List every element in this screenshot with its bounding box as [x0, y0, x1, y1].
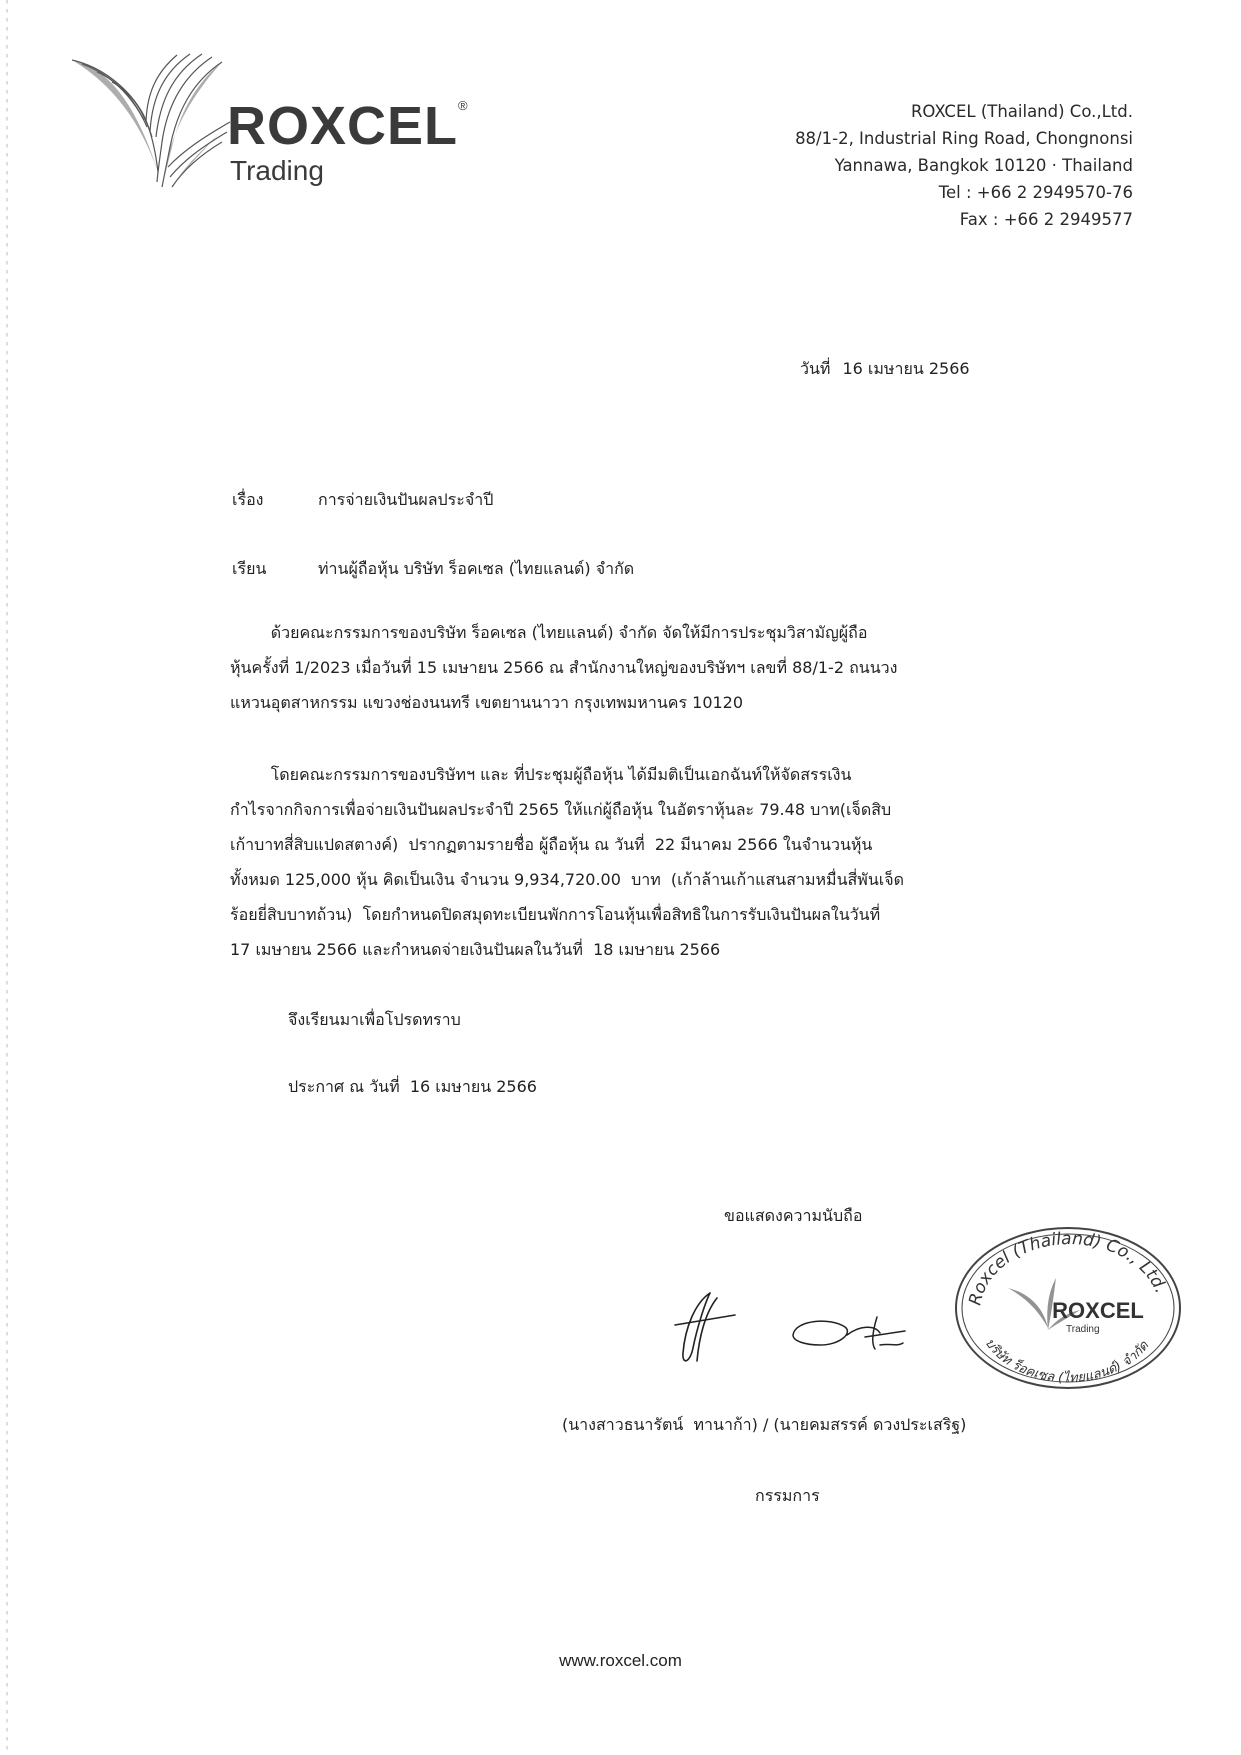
announcement-date: ประกาศ ณ วันที่ 16 เมษายน 2566 [288, 1077, 537, 1096]
wing-logo-icon [72, 52, 232, 192]
paragraph-line: แหวนอุตสาหกรรม แขวงช่องนนทรี เขตยานนาวา กรุงเทพมหานคร 10120 [230, 693, 744, 712]
address-line: ROXCEL (Thailand) Co.,Ltd. [910, 102, 1133, 121]
svg-text:Roxcel (Thailand) Co., Ltd.: Roxcel (Thailand) Co., Ltd. [965, 1229, 1171, 1308]
paragraph-line: 17 เมษายน 2566 และกำหนดจ่ายเงินปันผลในวันที่ 18 เมษายน 2566 [230, 940, 721, 959]
regards-line: ขอแสดงความนับถือ [724, 1206, 863, 1225]
date-label: วันที่ [800, 359, 831, 378]
closing-line: จึงเรียนมาเพื่อโปรดทราบ [288, 1010, 461, 1029]
paragraph-line: ด้วยคณะกรรมการของบริษัท ร็อคเซล (ไทยแลนด์) จำกัด จัดให้มีการประชุมวิสามัญผู้ถือ [230, 623, 868, 642]
svg-text:บริษัท ร็อคเซล (ไทยแลนด์) จำกั: บริษัท ร็อคเซล (ไทยแลนด์) จำกัด [981, 1335, 1153, 1387]
signature-1 [655, 1283, 745, 1368]
signatory-names: (นางสาวธนารัตน์ ทานาก้า) / (นายคมสรรค์ ดวงประเสริฐ) [562, 1415, 967, 1434]
company-address [795, 98, 1133, 233]
recipient-text: ท่านผู้ถือหุ้น บริษัท ร็อคเซล (ไทยแลนด์) จำกัด [318, 559, 635, 578]
address-line: 88/1-2, Industrial Ring Road, Chongnonsi [795, 129, 1133, 148]
subject-label: เรื่อง [232, 490, 264, 509]
address-line: Tel : +66 2 2949570-76 [938, 183, 1133, 202]
letter-date [800, 357, 970, 382]
paragraph-line: โดยคณะกรรมการของบริษัทฯ และ ที่ประชุมผู้ถือหุ้น ได้มีมติเป็นเอกฉันท์ให้จัดสรรเงิน [230, 765, 852, 784]
signatory-position: กรรมการ [755, 1486, 820, 1505]
website-footer: www.roxcel.com [559, 1651, 682, 1670]
logo-subtitle: Trading [230, 155, 324, 186]
subject-text: การจ่ายเงินปันผลประจำปี [318, 490, 494, 509]
date-value: 16 เมษายน 2566 [842, 359, 970, 378]
address-line: Yannawa, Bangkok 10120 · Thailand [834, 156, 1133, 175]
paragraph-line: ร้อยยี่สิบบาทถ้วน) โดยกำหนดปิดสมุดทะเบียนพักการโอนหุ้นเพื่อสิทธิในการรับเงินปันผลในวันที่ [230, 905, 881, 924]
paragraph-line: ทั้งหมด 125,000 หุ้น คิดเป็นเงิน จำนวน 9,934,720.00 บาท (เก้าล้านเก้าแสนสามหมื่นสี่พันเจ็ด [230, 870, 904, 889]
svg-text:ROXCEL: ROXCEL [1052, 1298, 1144, 1323]
logo-brand: ROXCEL® [227, 96, 469, 156]
company-stamp [948, 1218, 1188, 1393]
svg-text:Trading: Trading [1066, 1324, 1100, 1335]
address-line: Fax : +66 2 2949577 [959, 210, 1133, 229]
paragraph-line: หุ้นครั้งที่ 1/2023 เมื่อวันที่ 15 เมษายน 2566 ณ สำนักงานใหญ่ของบริษัทฯ เลขที่ 88/1-2 ถนนวง [230, 658, 898, 677]
scan-edge [6, 0, 8, 1755]
company-logo [72, 52, 472, 212]
signature-2 [785, 1305, 915, 1360]
paragraph-meeting [230, 615, 1015, 720]
paragraph-line: กำไรจากกิจการเพื่อจ่ายเงินปันผลประจำปี 2565 ให้แก่ผู้ถือหุ้น ในอัตราหุ้นละ 79.48 บาท(เจ็ดสิบ [230, 800, 892, 819]
recipient-label: เรียน [232, 559, 267, 578]
paragraph-dividend [230, 757, 1015, 967]
paragraph-line: เก้าบาทสี่สิบแปดสตางค์) ปรากฏตามรายชื่อ ผู้ถือหุ้น ณ วันที่ 22 มีนาคม 2566 ในจำนวนหุ้น [230, 835, 873, 854]
